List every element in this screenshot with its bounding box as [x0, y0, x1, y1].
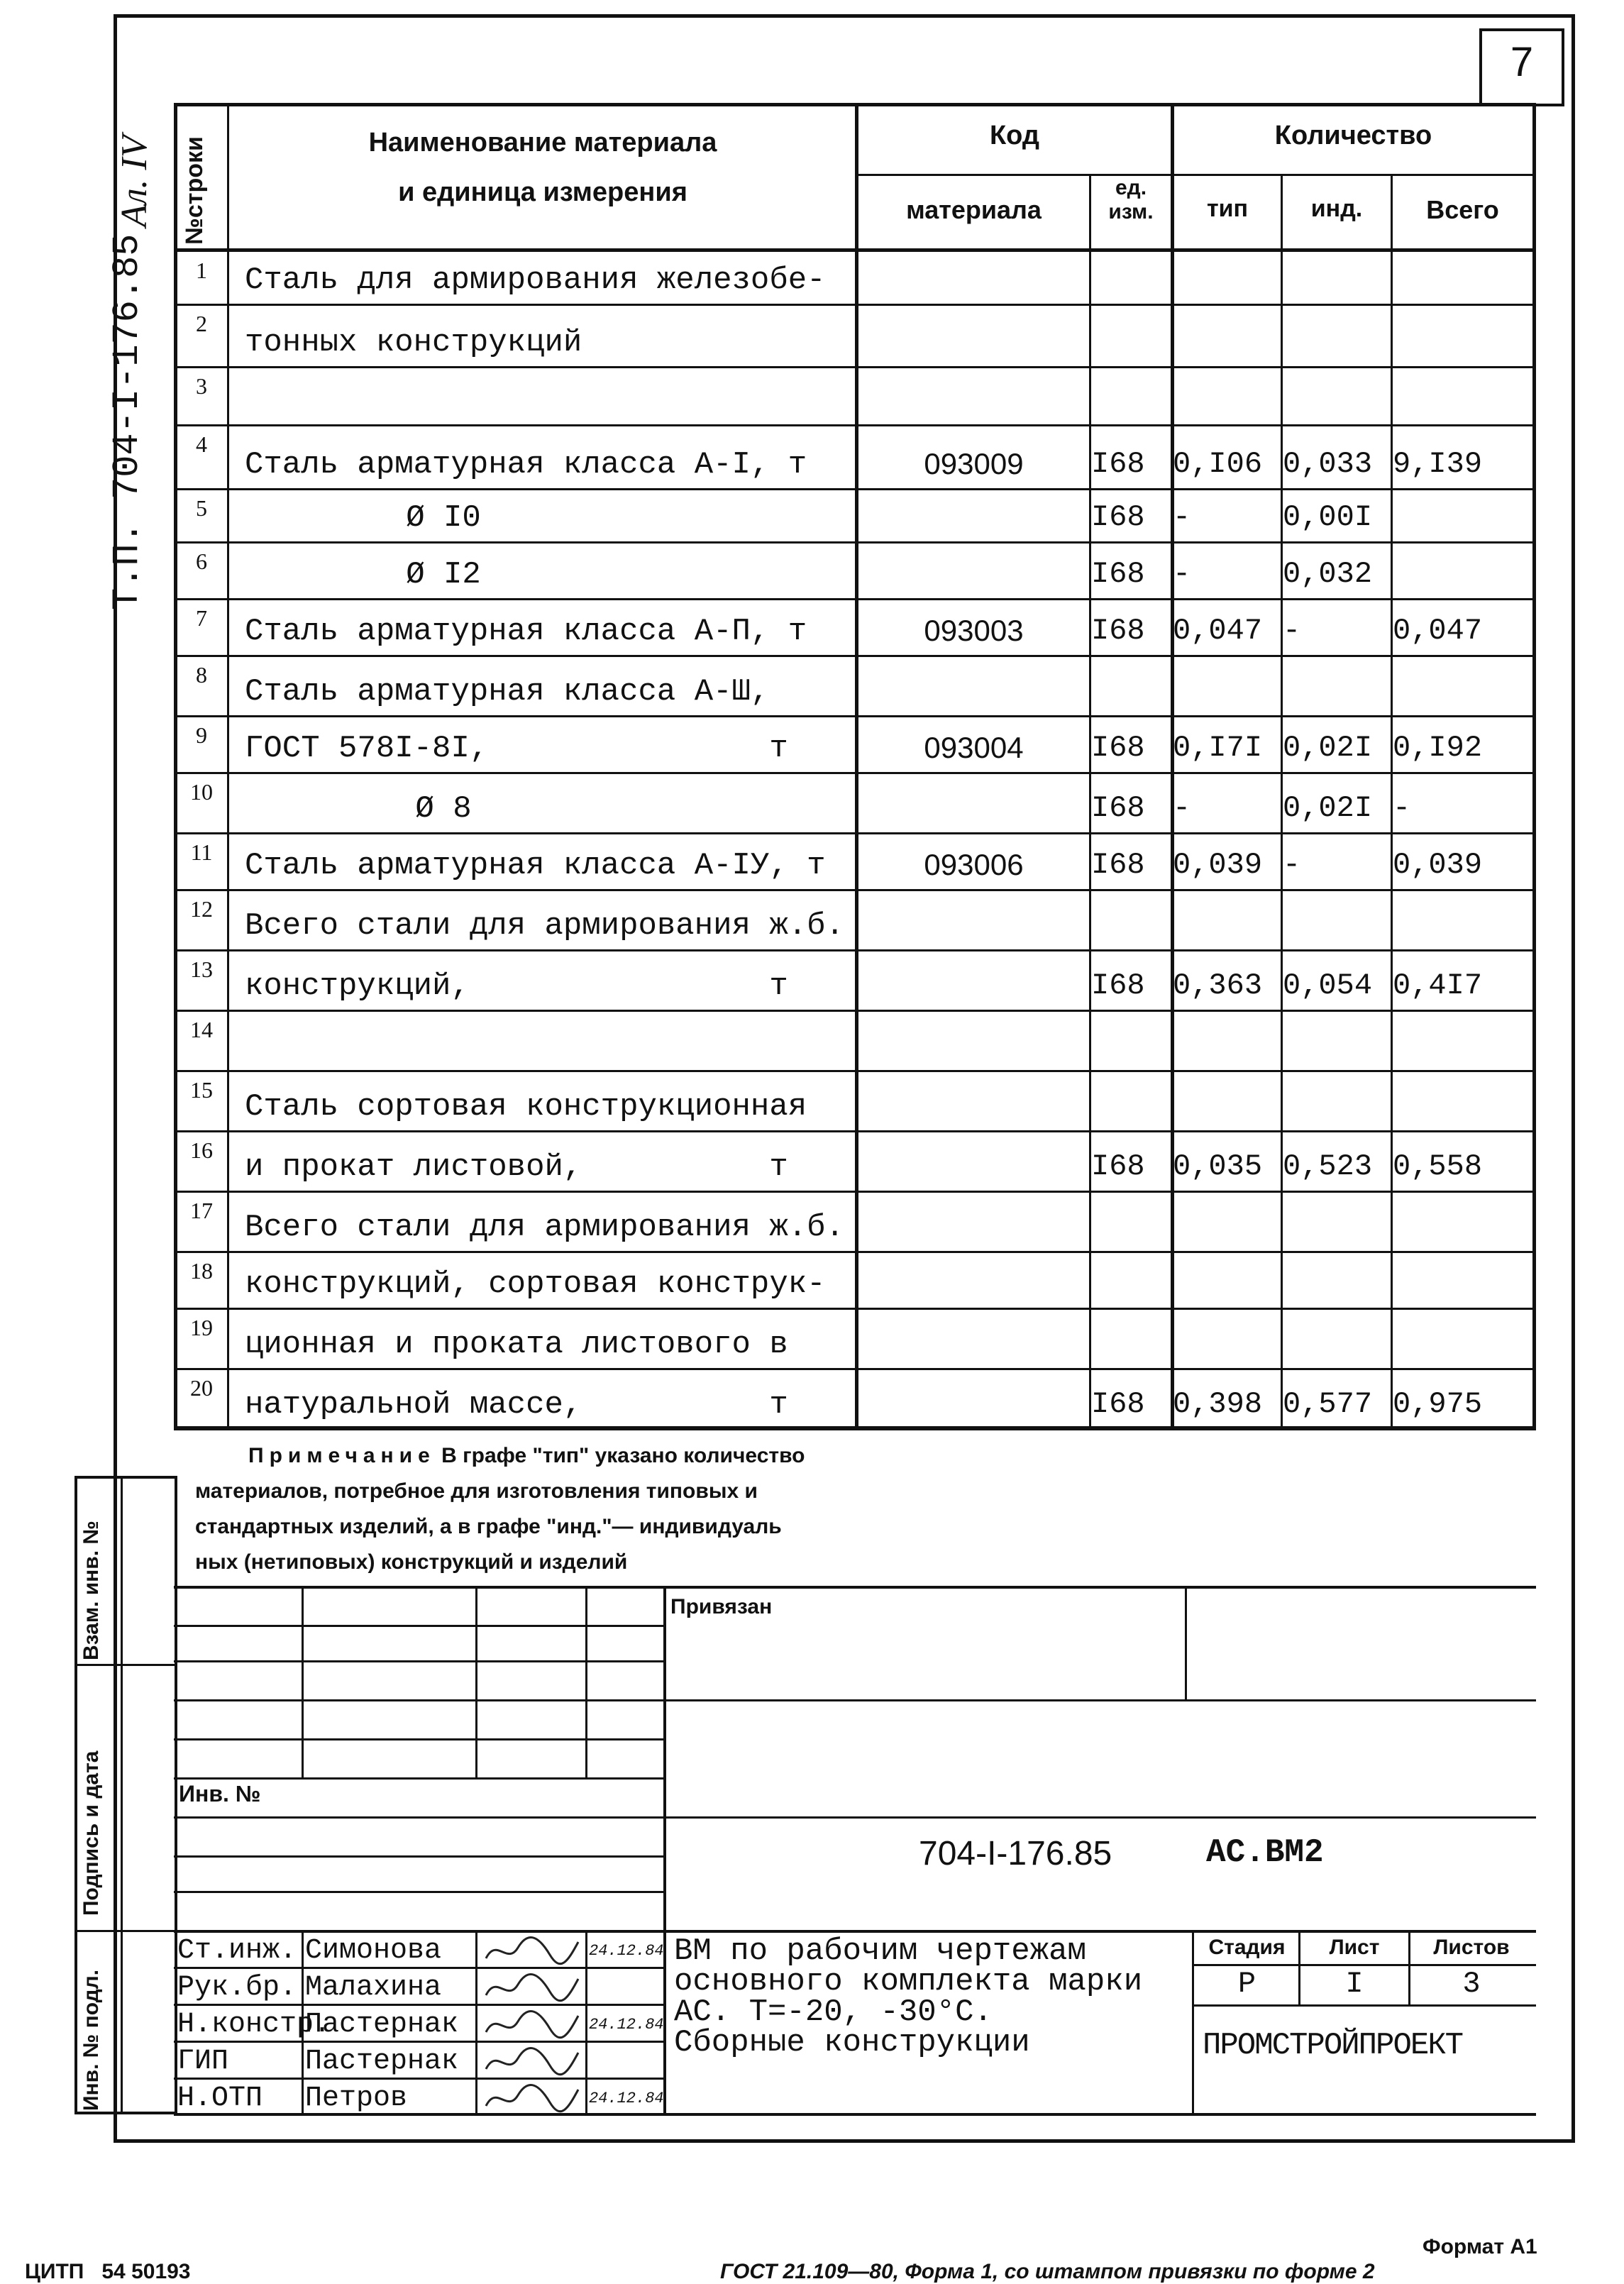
cell-unit: I68 [1091, 557, 1145, 591]
cell-name: конструкций, т [245, 969, 788, 1004]
row-divider [174, 889, 1536, 891]
sig-line [174, 2041, 663, 2043]
stamp-col [302, 1586, 304, 1777]
cell-n: 12 [190, 896, 213, 922]
row-divider [174, 366, 1536, 368]
col-line [227, 103, 229, 1430]
cell-name: Сталь арматурная класса А-I, т [245, 447, 807, 482]
cell-name: Сталь для армирования железобе- [245, 263, 826, 298]
cell-ind: 0,033 [1283, 447, 1373, 481]
sig-col [585, 1930, 587, 2114]
col-line [1532, 103, 1536, 1430]
header-subline [855, 174, 1532, 176]
row-divider [174, 655, 1536, 657]
row-divider [174, 832, 1536, 834]
cell-ind: 0,032 [1283, 557, 1373, 591]
doc-number: 704-I-176.85 [919, 1835, 1112, 1872]
cell-code: 093003 [924, 614, 1024, 647]
signature-name: Симонова [305, 1935, 442, 1967]
stamp-line [174, 1586, 1536, 1589]
cell-n: 15 [190, 1077, 213, 1103]
cell-unit: I68 [1091, 1149, 1145, 1184]
note-line4: ных (нетиповых) конструкций и изделий [195, 1550, 628, 1574]
note-title: Примечание [248, 1444, 436, 1467]
cell-unit: I68 [1091, 614, 1145, 648]
cell-total: 9,I39 [1393, 447, 1483, 481]
cell-total: 0,039 [1393, 848, 1483, 882]
stage-label: Стадия [1208, 1936, 1286, 1959]
signature-name: Пастернак [305, 2009, 459, 2041]
stamp-line [174, 1777, 663, 1780]
header-bottom [174, 248, 1536, 252]
cell-n: 9 [196, 722, 207, 748]
footer-gost: ГОСТ 21.109—80, Форма 1, со штампом привязки по форме 2 [720, 2260, 1375, 2283]
title-line1: ВМ по рабочим чертежам [674, 1933, 1086, 1969]
cell-type: 0,047 [1173, 614, 1263, 648]
cell-n: 18 [190, 1258, 213, 1284]
handwritten-signature [482, 1933, 582, 1968]
stamp-line [174, 1625, 663, 1627]
cell-name: Сталь арматурная класса А-П, т [245, 614, 807, 649]
cell-n: 4 [196, 431, 207, 457]
stamp-line [1192, 1964, 1536, 1966]
row-divider [174, 488, 1536, 490]
stamp-col [475, 1586, 477, 1777]
row-divider [174, 1308, 1536, 1310]
cell-unit: I68 [1091, 848, 1145, 882]
cell-n: 11 [190, 839, 213, 865]
signature-role: Н.ОТП [177, 2082, 263, 2114]
side-podpis: Подпись и дата [79, 1750, 103, 1916]
col-line [855, 103, 858, 1430]
stage-value: Р [1237, 1967, 1256, 2001]
cell-type: - [1173, 791, 1191, 825]
handwritten-signature [482, 1970, 582, 2004]
row-divider [174, 1130, 1536, 1132]
cell-ind: - [1283, 848, 1301, 882]
header-quantity: Количество [1274, 121, 1432, 150]
cell-name: Сталь арматурная класса А-IУ, т [245, 848, 826, 883]
side-album: Ал. IV [114, 135, 155, 227]
row-divider [174, 1428, 1536, 1430]
cell-unit: I68 [1091, 447, 1145, 481]
row-divider [174, 949, 1536, 951]
format-label: Формат А1 [1423, 2235, 1537, 2258]
sig-line [174, 2078, 663, 2080]
header-code-unit: ед. изм. [1108, 176, 1154, 224]
cell-n: 10 [190, 779, 213, 805]
cell-type: 0,035 [1173, 1149, 1263, 1184]
cell-name: ционная и проката листового в [245, 1327, 788, 1362]
signature-date: 24.12.84 [589, 2090, 664, 2107]
signature-name: Малахина [305, 1972, 442, 2004]
cell-code: 093006 [924, 848, 1024, 881]
header-row-num: №строки [181, 136, 208, 245]
row-divider [174, 304, 1536, 306]
cell-code: 093004 [924, 731, 1024, 764]
header-qty-type: тип [1206, 195, 1249, 222]
side-inv-podl: Инв. № подл. [79, 1969, 103, 2111]
cell-name: Сталь арматурная класса А-Ш, [245, 674, 770, 710]
header-code-material: материала [906, 195, 1042, 224]
cell-ind: 0,02I [1283, 791, 1373, 825]
cell-name: Ø I0 [406, 500, 481, 536]
cell-ind: 0,00I [1283, 500, 1373, 534]
row-divider [174, 598, 1536, 600]
cell-name: Всего стали для армирования ж.б. [245, 1210, 844, 1245]
sheets-label: Листов [1433, 1936, 1510, 1959]
cell-name: ГОСТ 578I-8I, т [245, 731, 788, 766]
cell-type: 0,039 [1173, 848, 1263, 882]
cell-n: 8 [196, 662, 207, 688]
stamp-line [174, 1738, 663, 1740]
stamp-line [174, 1816, 1536, 1819]
sig-col [475, 1930, 477, 2114]
note-line1 [248, 1444, 805, 1468]
stamp-line [1192, 2004, 1536, 2007]
signature-role: Ст.инж. [177, 1935, 297, 1967]
cell-name: Сталь сортовая конструкционная [245, 1089, 807, 1125]
signature-name: Пастернак [305, 2046, 459, 2078]
row-divider [174, 1191, 1536, 1193]
row-divider [174, 424, 1536, 426]
side-stamp-row [74, 1664, 177, 1666]
footer-left: ЦИТП 54 50193 [25, 2260, 191, 2283]
sheet-label: Лист [1329, 1936, 1380, 1959]
handwritten-signature [482, 2007, 582, 2041]
row-divider [174, 772, 1536, 774]
signature-role: Н.констр. [177, 2009, 331, 2041]
stamp-line [174, 1891, 663, 1893]
col-line [1171, 103, 1174, 1430]
stamp-col [1192, 1930, 1194, 2114]
cell-type: - [1173, 557, 1191, 591]
signature-date: 24.12.84 [589, 2016, 664, 2034]
cell-unit: I68 [1091, 1387, 1145, 1421]
cell-n: 6 [196, 548, 207, 574]
cell-n: 13 [190, 956, 213, 982]
cell-total: 0,975 [1393, 1387, 1483, 1421]
signature-role: ГИП [177, 2046, 229, 2078]
cell-code: 093009 [924, 447, 1024, 480]
cell-n: 14 [190, 1017, 213, 1042]
cell-unit: I68 [1091, 791, 1145, 825]
cell-ind: - [1283, 614, 1301, 648]
note-line2: материалов, потребное для изготовления типовых и [195, 1479, 758, 1503]
title-line4: Сборные конструкции [674, 2025, 1030, 2060]
cell-type: - [1173, 500, 1191, 534]
sheet-value: I [1345, 1967, 1364, 2001]
cell-name: конструкций, сортовая конструк- [245, 1267, 826, 1302]
stamp-line [174, 1855, 663, 1858]
cell-name: Ø I2 [406, 557, 481, 592]
row-divider [174, 1368, 1536, 1370]
cell-type: 0,I06 [1173, 447, 1263, 481]
cell-name: натуральной массе, т [245, 1387, 788, 1423]
side-stamp-divider [121, 1476, 123, 2114]
page-number-box [1479, 28, 1564, 106]
cell-n: 5 [196, 495, 207, 521]
cell-n: 16 [190, 1137, 213, 1163]
sig-line [174, 1967, 663, 1969]
inv-no-label: Инв. № [179, 1781, 261, 1806]
cell-unit: I68 [1091, 969, 1145, 1003]
title-line3: АС. Т=-20, -30°С. [674, 1995, 993, 2030]
signature-role: Рук.бр. [177, 1972, 297, 2004]
cell-name: Ø 8 [415, 791, 472, 827]
row-divider [174, 1010, 1536, 1012]
cell-name: тонных конструкций [245, 325, 582, 360]
doc-mark: АС.ВМ2 [1206, 1834, 1324, 1871]
cell-type: 0,363 [1173, 969, 1263, 1003]
organization: ПРОМСТРОЙПРОЕКТ [1203, 2028, 1463, 2063]
stamp-col [663, 1586, 666, 2114]
header-qty-ind: инд. [1310, 195, 1363, 222]
row-divider [174, 715, 1536, 717]
cell-ind: 0,523 [1283, 1149, 1373, 1184]
cell-n: 17 [190, 1198, 213, 1223]
signature-date: 24.12.84 [589, 1942, 664, 1960]
header-name: Наименование материала [368, 128, 717, 158]
page-number: 7 [1510, 39, 1534, 85]
stamp-line [174, 1930, 1536, 1933]
cell-ind: 0,02I [1283, 731, 1373, 765]
cell-total: 0,047 [1393, 614, 1483, 648]
cell-n: 7 [196, 605, 207, 631]
handwritten-signature [482, 2081, 582, 2115]
cell-ind: 0,054 [1283, 969, 1373, 1003]
cell-n: 19 [190, 1315, 213, 1340]
handwritten-signature [482, 2044, 582, 2078]
stamp-col [1185, 1586, 1187, 1699]
header-name-line2: и единица измерения [398, 177, 687, 207]
side-stamp-row [74, 1930, 177, 1932]
sig-line [174, 2004, 663, 2006]
header-qty-total: Всего [1426, 195, 1499, 224]
cell-total: - [1393, 791, 1411, 825]
row-divider [174, 1251, 1536, 1253]
stamp-line [174, 1660, 663, 1662]
note-line3: стандартных изделий, а в графе "инд."— индивидуаль [195, 1515, 782, 1538]
cell-unit: I68 [1091, 500, 1145, 534]
header-code: Код [989, 121, 1040, 150]
stamp-line [174, 1699, 1536, 1701]
cell-total: 0,558 [1393, 1149, 1483, 1184]
cell-type: 0,I7I [1173, 731, 1263, 765]
row-divider [174, 541, 1536, 544]
side-doc-code: Т.П. 704-I-176.85 [106, 233, 148, 610]
side-vzam: Взам. инв. № [79, 1521, 103, 1660]
signature-name: Петров [305, 2082, 408, 2114]
title-line2: основного комплекта марки [674, 1964, 1143, 1999]
cell-n: 20 [190, 1375, 213, 1401]
cell-n: 3 [196, 373, 207, 399]
sheets-value: 3 [1462, 1967, 1481, 2001]
privyazan-label: Привязан [670, 1595, 773, 1618]
row-divider [174, 1070, 1536, 1072]
cell-n: 2 [196, 311, 207, 336]
cell-name: и прокат листовой, т [245, 1149, 788, 1185]
cell-total: 0,4I7 [1393, 969, 1483, 1003]
cell-ind: 0,577 [1283, 1387, 1373, 1421]
stamp-col [585, 1586, 587, 1777]
cell-total: 0,I92 [1393, 731, 1483, 765]
cell-n: 1 [196, 258, 207, 283]
cell-type: 0,398 [1173, 1387, 1263, 1421]
note-text1: В графе "тип" указано количество [441, 1444, 805, 1467]
cell-unit: I68 [1091, 731, 1145, 765]
cell-name: Всего стали для армирования ж.б. [245, 908, 844, 944]
